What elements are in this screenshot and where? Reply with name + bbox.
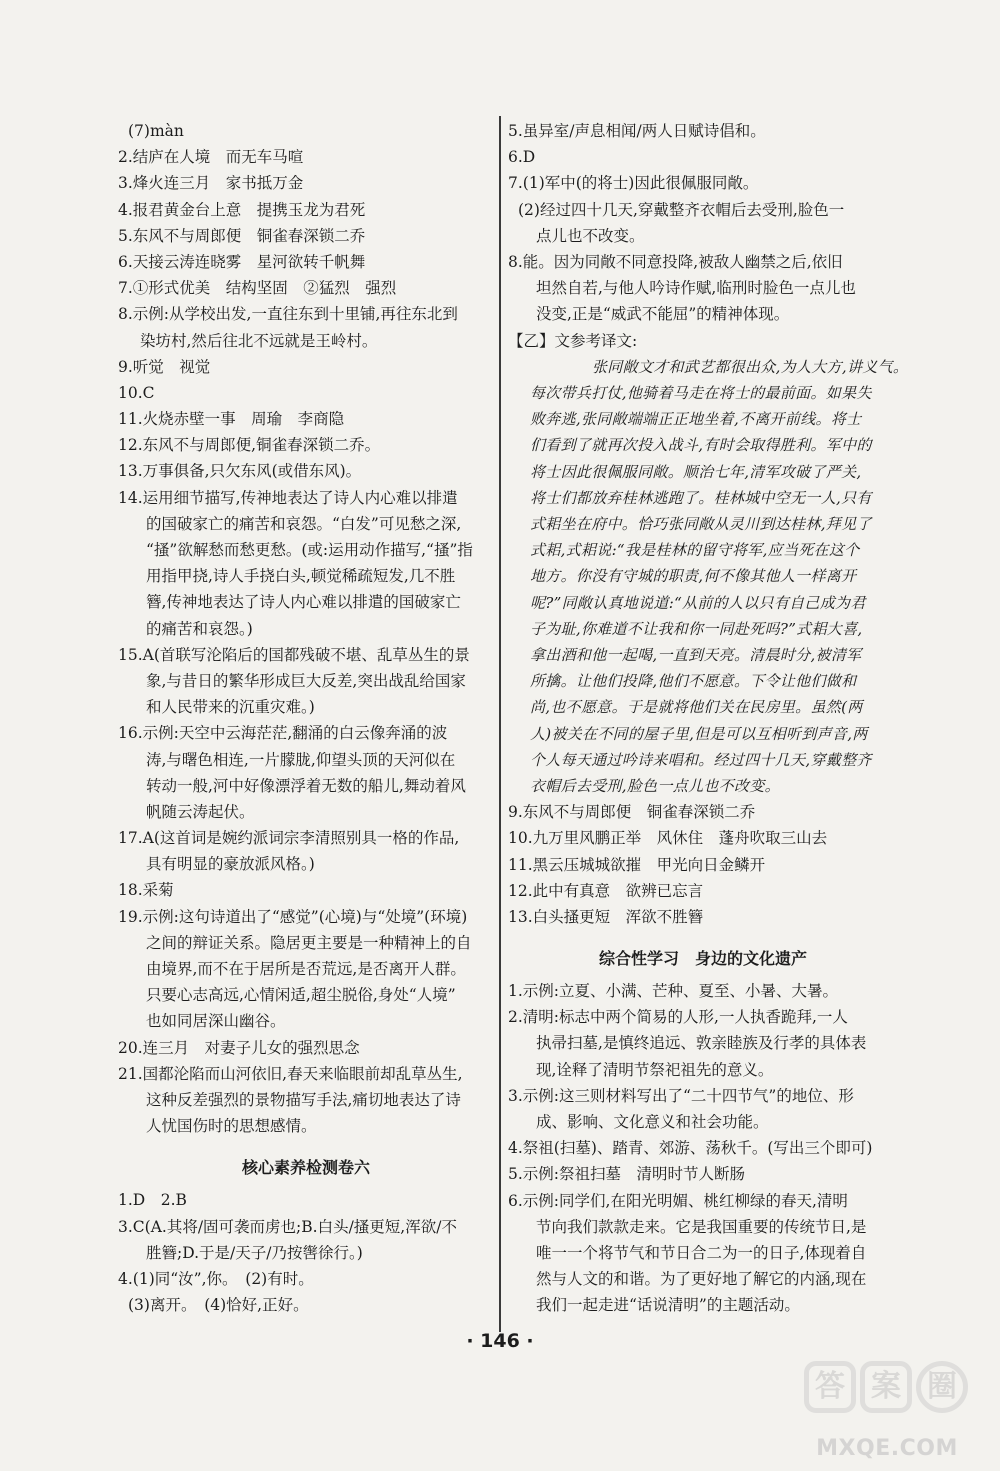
answer-line: 9.东风不与周郎便 铜雀春深锁二乔: [508, 803, 756, 822]
answer-line: 17.A(这首词是婉约派词宗李清照别具一格的作品,: [118, 829, 460, 848]
answer-line: 转动一般,河中好像漂浮着无数的船儿,舞动着风: [146, 776, 466, 795]
answer-line: 19.示例:这句诗道出了“感觉”(心境)与“处境”(环境): [118, 907, 468, 926]
answer-line: 11.火烧赤壁一事 周瑜 李商隐: [118, 410, 345, 429]
left-answer-list: [118, 118, 494, 1139]
answer-line: 9.听觉 视觉: [118, 357, 211, 376]
translation-line: 拿出酒和他一起喝,一直到天亮。清晨时分,被清军: [530, 645, 862, 664]
answer-line: 1.示例:立夏、小满、芒种、夏至、小暑、大暑。: [508, 982, 839, 1001]
answer-line: 坦然自若,与他人吟诗作赋,临刑时脸色一点儿也: [536, 279, 856, 298]
answer-line: 帆随云涛起伏。: [146, 802, 255, 821]
answer-line: 5.虽异室/声息相闻/两人日赋诗倡和。: [508, 122, 766, 140]
answer-line: 象,与昔日的繁华形成巨大反差,突出战乱给国家: [146, 671, 466, 690]
answer-line: 之间的辩证关系。隐居更主要是一种精神上的自: [146, 933, 472, 952]
page-number: · 146 ·: [466, 1330, 534, 1352]
answer-line: (2)经过四十几天,穿戴整齐衣帽后去受刑,脸色一: [518, 200, 845, 219]
answer-line: 胜簪;D.于是/天子/乃按辔徐行。): [146, 1243, 363, 1262]
answer-line: 由境界,而不在于居所是否荒远,是否离开人群。: [146, 960, 466, 978]
translation-line: 个人每天通过吟诗来唱和。经过四十几天,穿戴整齐: [530, 750, 872, 769]
translation-line: 将士因此很佩服同敞。顺治七年,清军攻破了严关,: [530, 462, 862, 481]
answer-line: 10.九万里风鹏正举 风休住 蓬舟吹取三山去: [508, 829, 828, 848]
right-section-answers: [508, 978, 898, 1318]
answer-line: 2.结庐在人境 而无车马喧: [118, 148, 304, 167]
answer-line: 6.天接云涛连晓雾 星河欲转千帆舞: [118, 252, 366, 271]
answer-line: 13.万事俱备,只欠东风(或借东风)。: [118, 462, 362, 481]
answer-line: 只要心志高远,心情闲适,超尘脱俗,身处“人境”: [146, 986, 456, 1005]
answer-line: 然与人文的和谐。为了更好地了解它的内涵,现在: [536, 1270, 867, 1289]
right-answer-list-continued: [508, 799, 898, 930]
answer-line: 2.清明:标志中两个简易的人形,一人执香跪拜,一人: [508, 1008, 848, 1027]
answer-line: 3.烽火连三月 家书抵万金: [118, 174, 304, 193]
answer-line: (7)màn: [128, 122, 184, 140]
watermark-char: 圈: [916, 1361, 968, 1413]
translation-line: 呢?”同敞认真地说道:“从前的人以只有自己成为君: [530, 593, 866, 612]
translation-line: 式耜坐在府中。恰巧张同敞从灵川到达桂林,拜见了: [530, 514, 872, 533]
answer-line: 涛,与曙色相连,一片朦胧,仰望头顶的天河似在: [146, 750, 456, 769]
translation-line: 人)被关在不同的屋子里,但是可以互相听到声音,两: [530, 724, 868, 743]
watermark-char: 案: [860, 1361, 912, 1413]
spacer: [118, 1139, 494, 1149]
translation-line: 衣帽后去受刑,脸色一点儿也不改变。: [530, 776, 780, 795]
answer-line: 13.白头搔更短 浑欲不胜簪: [508, 907, 704, 926]
translation-line: 所擒。让他们投降,他们不愿意。下令让他们做和: [530, 672, 857, 691]
answer-line: 4.(1)同“汝”,你。 (2)有时。: [118, 1269, 314, 1288]
translation-line: 将士们都放弃桂林逃跑了。桂林城中空无一人,只有: [530, 488, 872, 507]
translation-line: 尚,也不愿意。于是就将他们关在民房里。虽然(两: [530, 698, 863, 717]
answer-line: 4.祭祖(扫墓)、踏青、郊游、荡秋千。(写出三个即可): [508, 1139, 873, 1158]
translation-line: 败奔逃,张同敞端端正正地坐着,不离开前线。将士: [530, 410, 862, 429]
spacer: [508, 930, 898, 940]
answer-line: 15.A(首联写沦陷后的国都残破不堪、乱草丛生的景: [118, 645, 470, 664]
section-title-right: 综合性学习 身边的文化遗产: [598, 949, 807, 969]
answer-line: 染坊村,然后往北不远就是王岭村。: [140, 331, 378, 350]
answer-line: 3.C(A.其将/固可袭而虏也;B.白头/搔更短,浑欲/不: [118, 1217, 457, 1236]
left-section-answers: [118, 1187, 494, 1318]
answer-line: 7.(1)军中(的将士)因此很佩服同敞。: [508, 174, 759, 193]
answer-line: 的国破家亡的痛苦和哀怨。“白发”可见愁之深,: [146, 514, 462, 533]
watermark-chars: [802, 1361, 972, 1427]
watermark-char: 答: [804, 1361, 856, 1413]
answer-line: 5.东风不与周郎便 铜雀春深锁二乔: [118, 226, 366, 245]
answer-line: 5.示例:祭祖扫墓 清明时节人断肠: [508, 1165, 746, 1184]
answer-line: 12.此中有真意 欲辨已忘言: [508, 881, 704, 900]
answer-line: 点儿也不改变。: [536, 226, 645, 245]
translation-line: 每次带兵打仗,他骑着马走在将士的最前面。如果失: [530, 383, 872, 402]
answer-line: 18.采菊: [118, 881, 174, 900]
translation-line: 们看到了就再次投入战斗,有时会取得胜利。军中的: [530, 436, 872, 455]
translation-line: 子为耻,你难道不让我和你一同赴死吗?”式耜大喜,: [530, 619, 863, 638]
answer-line: 节向我们款款走来。它是我国重要的传统节日,是: [536, 1217, 867, 1236]
section-title-left: 核心素养检测卷六: [241, 1158, 370, 1178]
answer-line: 7.①形式优美 结构坚固 ②猛烈 强烈: [118, 279, 397, 298]
answer-line: 唯一一个将节气和节日合二为一的日子,体现着自: [536, 1243, 867, 1262]
answer-line: 我们一起走进“话说清明”的主题活动。: [536, 1296, 800, 1315]
answer-line: 1.D 2.B: [118, 1191, 187, 1210]
answer-line: 成、影响、文化意义和社会功能。: [536, 1113, 769, 1132]
watermark-text: MXQE.COM: [816, 1436, 958, 1461]
answer-line: 8.示例:从学校出发,一直往东到十里铺,再往东北到: [118, 305, 458, 324]
answer-line: 10.C: [118, 383, 155, 402]
answer-line: 6.示例:同学们,在阳光明媚、桃红柳绿的春天,清明: [508, 1191, 848, 1210]
answer-line: 14.运用细节描写,传神地表达了诗人内心难以排遣: [118, 488, 458, 507]
answer-line: 和人民带来的沉重灾难。): [146, 698, 315, 717]
translation-line: 张同敞文才和武艺都很出众,为人大方,讲义气。: [592, 357, 909, 376]
answer-line: 人忧国伤时的思想感情。: [146, 1117, 317, 1136]
right-column: [508, 118, 909, 1319]
answer-line: 4.报君黄金台上意 提携玉龙为君死: [118, 200, 366, 219]
answer-line: 用指甲挠,诗人手挠白头,顿觉稀疏短发,几不胜: [146, 567, 456, 586]
answer-line: 21.国都沦陷而山河依旧,春天来临眼前却乱草丛生,: [118, 1064, 463, 1083]
answer-line: 簪,传神地表达了诗人内心难以排遣的国破家亡: [146, 593, 461, 612]
answer-line: 16.示例:天空中云海茫茫,翻涌的白云像奔涌的波: [118, 724, 448, 743]
answer-line: 11.黑云压城城欲摧 甲光向日金鳞开: [508, 855, 766, 874]
answer-line: 没变,正是“威武不能屈”的精神体现。: [536, 305, 790, 324]
answer-line: 这种反差强烈的景物描写手法,痛切地表达了诗: [146, 1090, 461, 1109]
translation-line: 式耜,式耜说:“我是桂林的留守将军,应当死在这个: [530, 541, 860, 560]
answer-line: 12.东风不与周郎便,铜雀春深锁二乔。: [118, 436, 381, 455]
answer-line: 现,诠释了清明节祭祀祖先的意义。: [536, 1060, 774, 1079]
answer-line: (3)离开。 (4)恰好,正好。: [128, 1296, 309, 1315]
answer-line: “搔”欲解愁而愁更愁。(或:运用动作描写,“搔”指: [146, 541, 473, 559]
answer-line: 6.D: [508, 148, 536, 167]
translation-text: [508, 354, 909, 799]
answer-line: 20.连三月 对妻子儿女的强烈思念: [118, 1038, 360, 1057]
answer-line: 8.能。因为同敞不同意投降,被敌人幽禁之后,依旧: [508, 252, 843, 271]
translation-heading: 【乙】文参考译文:: [508, 331, 638, 350]
answer-line: 具有明显的豪放派风格。): [146, 855, 315, 874]
answer-line: 3.示例:这三则材料写出了“二十四节气”的地位、形: [508, 1086, 854, 1105]
left-column: [118, 118, 494, 1318]
answer-line: 也如同居深山幽谷。: [146, 1012, 286, 1031]
answer-line: 执帚扫墓,是慎终追远、敦亲睦族及行孝的具体表: [536, 1034, 867, 1053]
column-divider: [499, 116, 501, 1332]
watermark-logo: [792, 1361, 982, 1461]
translation-line: 地方。你没有守城的职责,何不像其他人一样离开: [530, 567, 857, 586]
right-answer-list: [508, 118, 898, 328]
answer-line: 的痛苦和哀怨。): [146, 619, 253, 638]
